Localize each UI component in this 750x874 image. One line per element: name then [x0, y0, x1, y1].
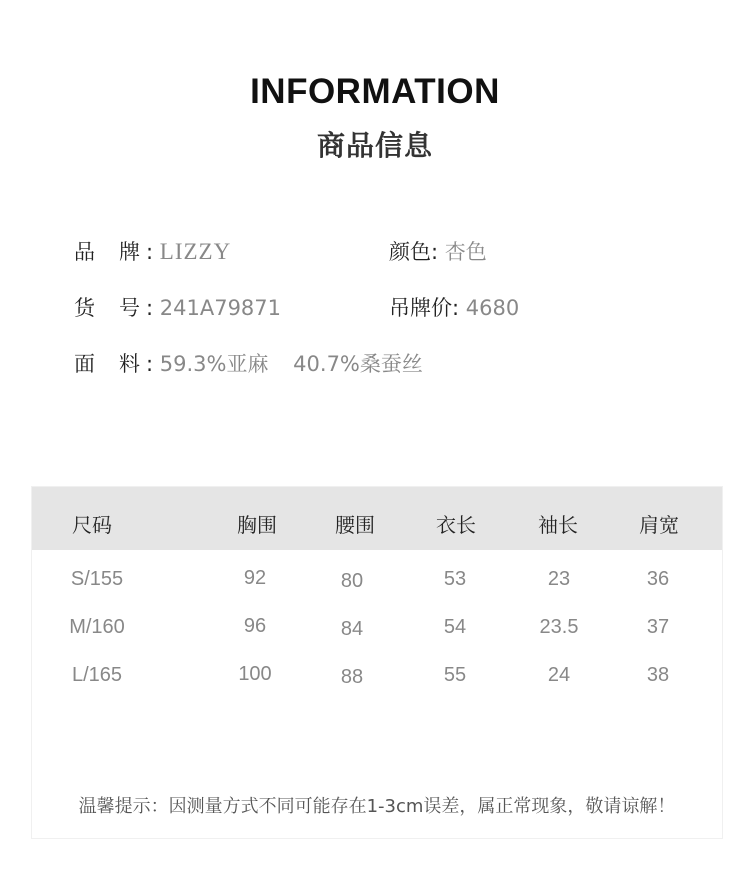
- price-value: 4680: [465, 296, 520, 320]
- fabric-value-2: 40.7%桑蚕丝: [293, 352, 423, 376]
- row-m-sleeve: 23.5: [539, 616, 579, 638]
- color-row: [389, 236, 487, 266]
- brand-label-char-1: 品: [74, 240, 95, 264]
- price-row: [389, 292, 519, 322]
- row-s-sleeve: 23: [547, 568, 571, 590]
- fabric-label-char-2: 料: [119, 352, 140, 376]
- header-waist: 腰围: [335, 513, 375, 537]
- row-s-waist: 80: [340, 570, 364, 592]
- brand-label-char-2: 牌: [119, 240, 140, 264]
- sku-row: [74, 292, 281, 322]
- brand-value: LIZZY: [159, 239, 232, 264]
- row-l-shoulder: 38: [646, 664, 670, 686]
- brand-row: [74, 236, 231, 266]
- row-l-sleeve: 24: [547, 664, 571, 686]
- row-m-shoulder: 37: [646, 616, 670, 638]
- price-colon: :: [452, 296, 460, 320]
- header-size: 尺码: [72, 513, 112, 537]
- row-m-size: M/160: [69, 616, 125, 638]
- row-s-length: 53: [443, 568, 467, 590]
- color-colon: :: [431, 240, 439, 264]
- sku-label-char-1: 货: [74, 296, 95, 320]
- sku-colon: :: [146, 296, 154, 320]
- header-length: 衣长: [436, 513, 476, 537]
- sku-value: 241A79871: [159, 296, 282, 320]
- measurement-note: 温馨提示：因测量方式不同可能存在1-3cm误差，属正常现象，敬请谅解！: [78, 796, 676, 817]
- row-m-bust: 96: [243, 615, 267, 637]
- row-l-waist: 88: [340, 666, 364, 688]
- price-label: 吊牌价: [389, 296, 452, 320]
- row-l-length: 55: [443, 664, 467, 686]
- fabric-row: [74, 348, 423, 378]
- color-label: 颜色: [389, 240, 431, 264]
- row-s-bust: 92: [243, 567, 267, 589]
- brand-label: [74, 236, 152, 266]
- title-en: INFORMATION: [250, 72, 500, 111]
- fabric-label: [74, 348, 152, 378]
- header-sleeve: 袖长: [538, 513, 578, 537]
- sku-label-char-2: 号: [119, 296, 140, 320]
- size-table: [31, 486, 723, 839]
- header-bust: 胸围: [237, 513, 277, 537]
- size-table-header: [32, 487, 722, 550]
- row-s-size: S/155: [70, 568, 124, 590]
- fabric-label-char-1: 面: [74, 352, 95, 376]
- color-value: 杏色: [444, 240, 487, 264]
- row-s-shoulder: 36: [646, 568, 670, 590]
- row-l-size: L/165: [71, 664, 123, 686]
- fabric-value-1: 59.3%亚麻: [159, 352, 269, 376]
- row-l-bust: 100: [238, 663, 272, 685]
- row-m-length: 54: [443, 616, 467, 638]
- row-m-waist: 84: [340, 618, 364, 640]
- sku-label: [74, 292, 152, 322]
- header-shoulder: 肩宽: [639, 513, 679, 537]
- title-cn: 商品信息: [316, 129, 433, 162]
- brand-colon: :: [146, 240, 154, 264]
- fabric-colon: :: [146, 352, 154, 376]
